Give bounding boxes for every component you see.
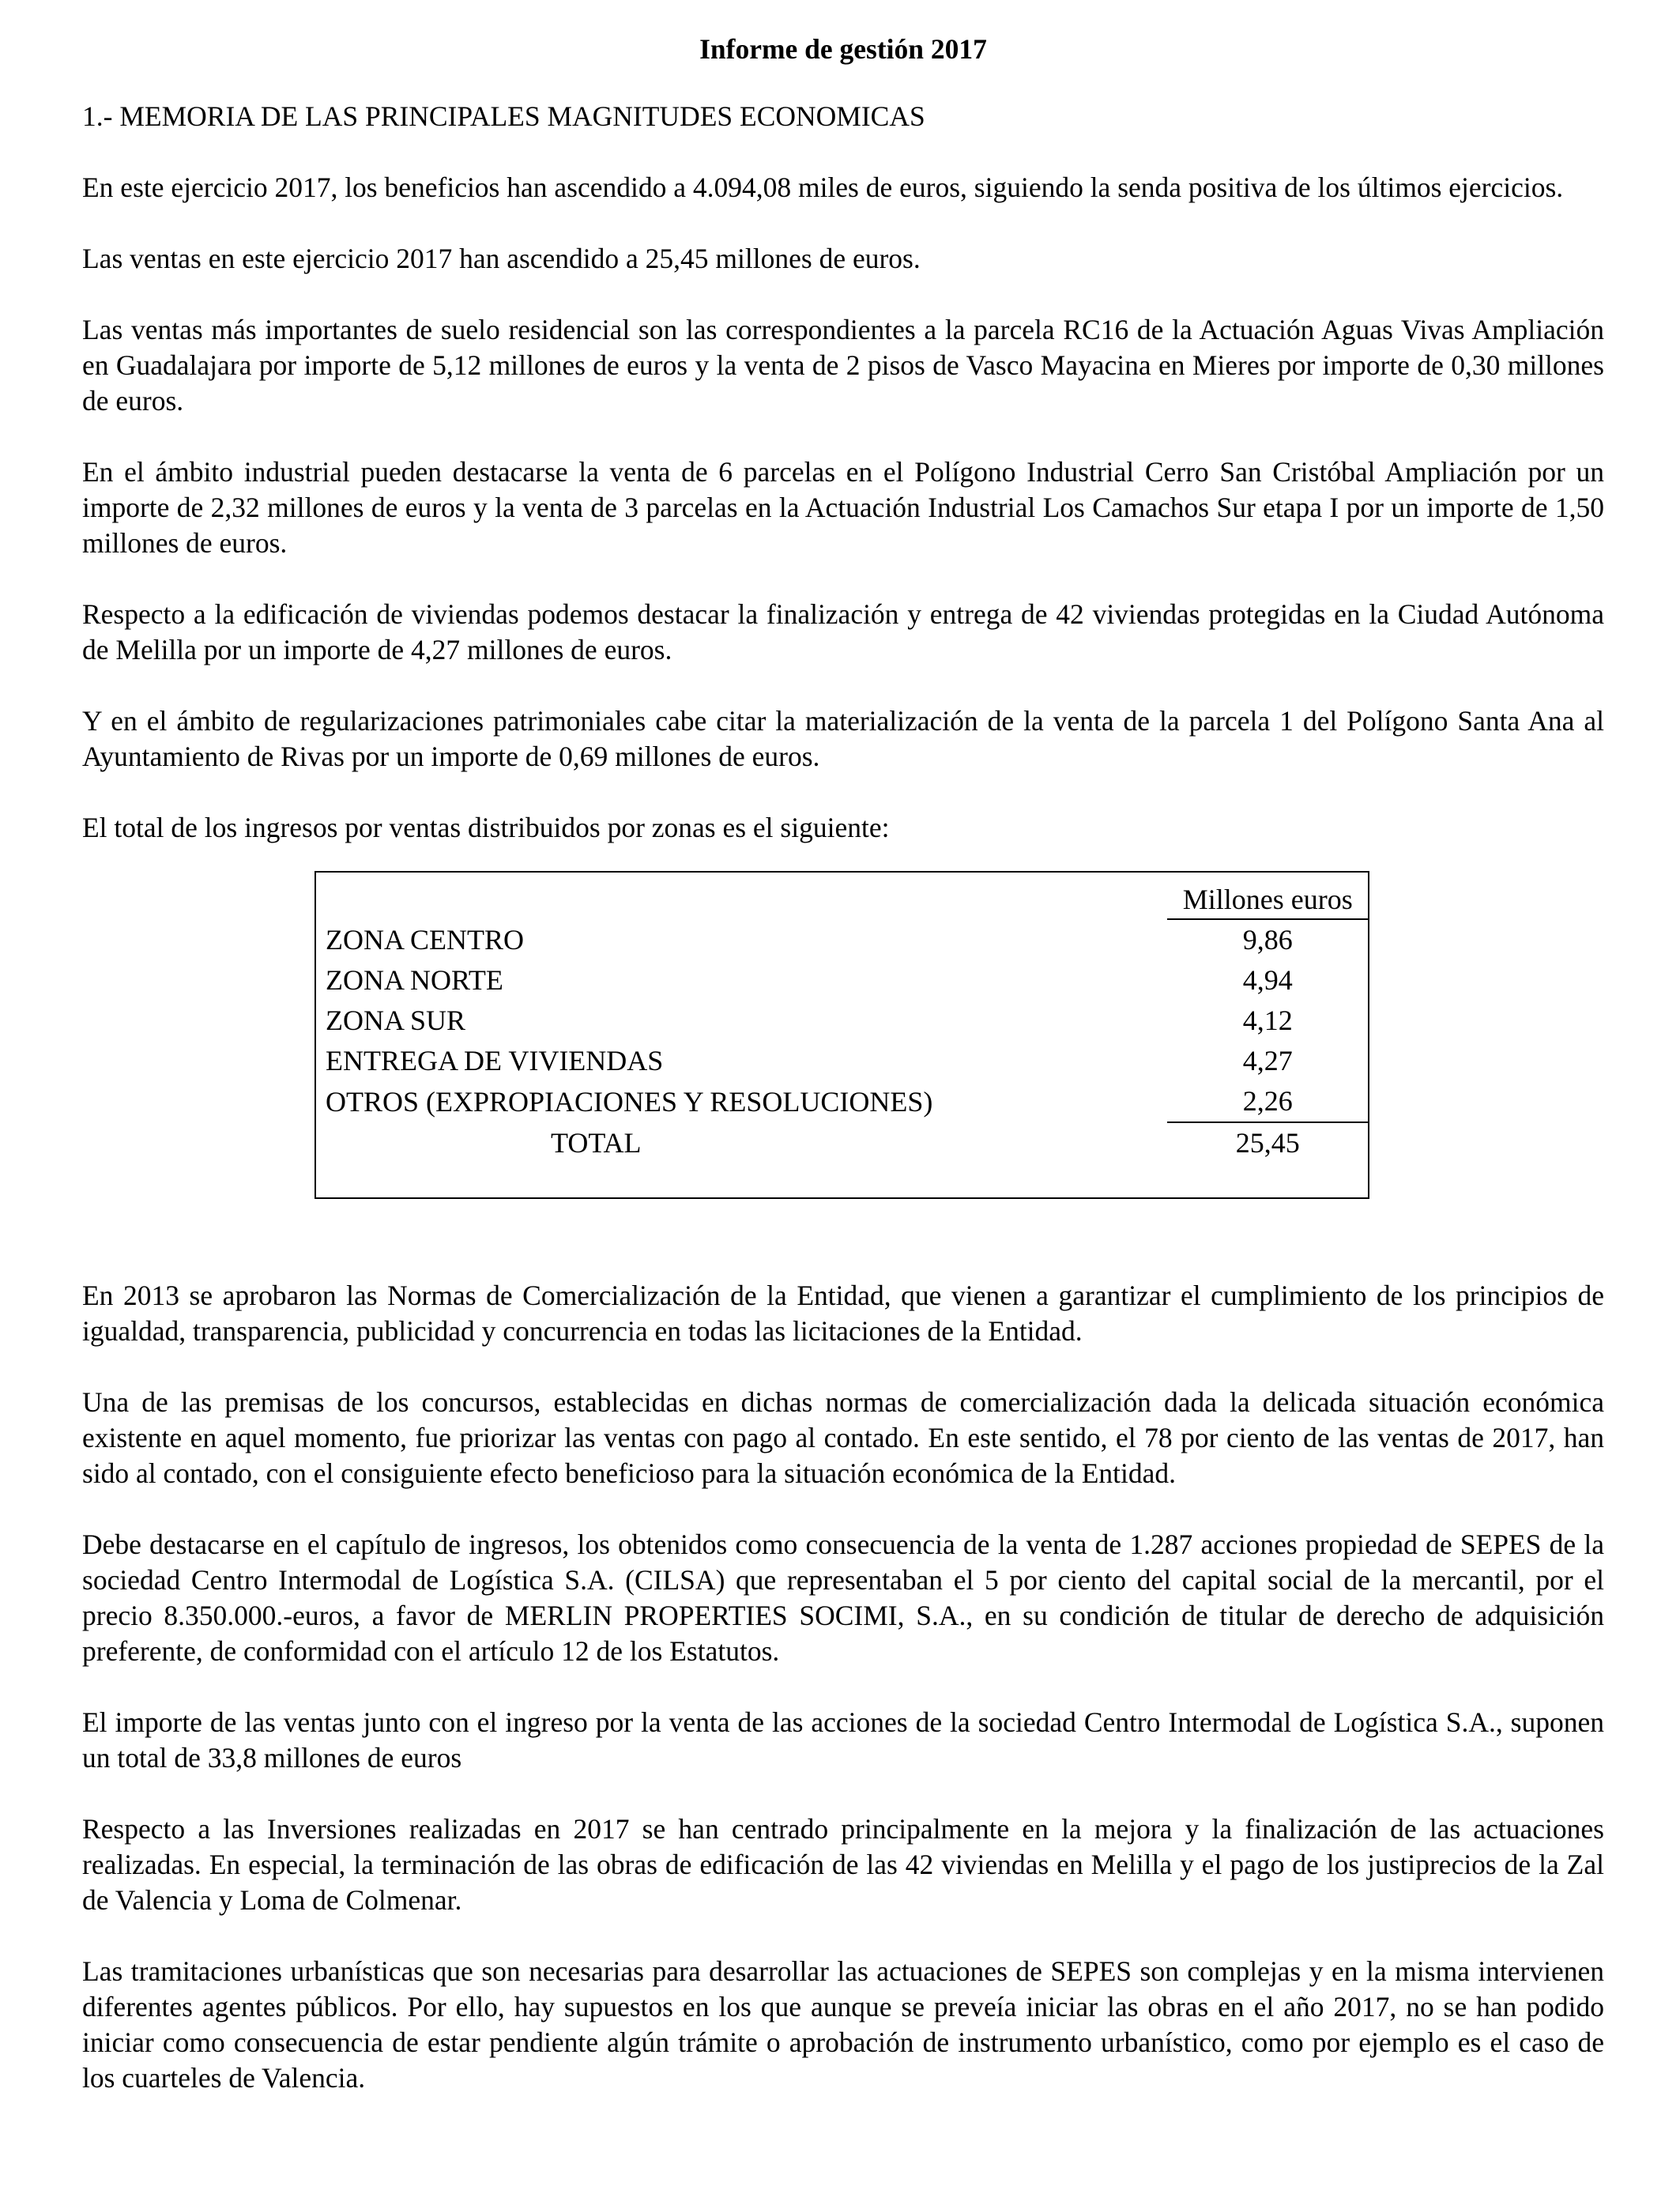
section-heading: 1.- MEMORIA DE LAS PRINCIPALES MAGNITUDES ECONOMICAS (82, 100, 925, 132)
document-title: Informe de gestión 2017 (699, 33, 987, 65)
table-row (326, 1041, 1368, 1081)
table-row (326, 960, 1368, 1001)
row-value: 4,12 (1242, 1005, 1293, 1036)
paragraph-table-intro: El total de los ingresos por ventas distribuidos por zonas es el siguiente: (82, 812, 890, 843)
paragraph-housing: Respecto a la edificación de viviendas podemos destacar la finalización y entrega de 42 viviendas protegidas en la Ciudad Autónoma de Melilla por un importe de 4,27 millones de euros. (82, 598, 1604, 665)
paragraph-profits: En este ejercicio 2017, los beneficios han ascendido a 4.094,08 miles de euros, siguiendo la senda positiva de los últimos ejercicios. (82, 172, 1564, 203)
table-total-row (326, 1122, 1368, 1163)
paragraph-residential-sales: Las ventas más importantes de suelo residencial son las correspondientes a la parcela RC16 de la Actuación Aguas Vivas Ampliación en Guadalajara por importe de 5,12 millones de euros y la venta de 2 pisos de Vasco Mayacina en Mieres por importe de 0,30 millones de euros. (82, 314, 1604, 417)
row-label: OTROS (EXPROPIACIONES Y RESOLUCIONES) (326, 1085, 933, 1118)
unit-header: Millones euros (1167, 880, 1368, 919)
row-label: ZONA CENTRO (326, 923, 524, 956)
total-value: 25,45 (1235, 1127, 1300, 1159)
paragraph-commercial-norms: En 2013 se aprobaron las Normas de Comercialización de la Entidad, que vienen a garantizar el cumplimiento de los principios de igualdad, transparencia, publicidad y concurrencia en todas las licitaciones de la Entidad. (82, 1280, 1604, 1347)
row-value: 4,27 (1242, 1045, 1293, 1076)
paragraph-cash-sales: Una de las premisas de los concursos, establecidas en dichas normas de comercialización dada la delicada situación económica existente en aquel momento, fue priorizar las ventas con pago al contado. En este sentido, el 78 por ciento de las ventas de 2017, han sido al contado, con el consiguiente efecto beneficioso para la situación económica de la Entidad. (82, 1386, 1604, 1489)
paragraph-cilsa-shares: Debe destacarse en el capítulo de ingresos, los obtenidos como consecuencia de la venta de 1.287 acciones propiedad de SEPES de la sociedad Centro Intermodal de Logística S.A. (CILSA) que representaban el 5 por ciento del capital social de la mercantil, por el precio 8.350.000.-euros, a favor de MERLIN PROPERTIES SOCIMI, S.A., en su condición de titular de derecho de adquisición preferente, de conformidad con el artículo 12 de los Estatutos. (82, 1529, 1604, 1667)
total-label: TOTAL (551, 1126, 642, 1159)
document-page (82, 32, 1604, 2096)
table-row (326, 1001, 1368, 1041)
table-row (326, 1081, 1368, 1122)
sales-by-zone-table (326, 880, 1368, 1163)
row-label: ENTREGA DE VIVIENDAS (326, 1045, 664, 1076)
paragraph-combined-total: El importe de las ventas junto con el ingreso por la venta de las acciones de la sociedad Centro Intermodal de Logística S.A., suponen un total de 33,8 millones de euros (82, 1706, 1604, 1774)
row-label: ZONA NORTE (326, 964, 503, 996)
table-header-row (326, 880, 1368, 919)
sales-by-zone-box (315, 871, 1369, 1199)
row-value: 4,94 (1242, 964, 1293, 996)
table-row (326, 919, 1368, 960)
paragraph-investments: Respecto a las Inversiones realizadas en 2017 se han centrado principalmente en la mejora y la finalización de las actuaciones realizadas. En especial, la terminación de las obras de edificación de las 42 viviendas en Melilla y el pago de los justiprecios de la Zal de Valencia y Loma de Colmenar. (82, 1813, 1604, 1916)
paragraph-urban-procedures: Las tramitaciones urbanísticas que son necesarias para desarrollar las actuaciones de SEPES son complejas y en la misma intervienen diferentes agentes públicos. Por ello, hay supuestos en los que aunque se preveía iniciar las obras en el año 2017, no se han podido iniciar como consecuencia de estar pendiente algún trámite o aprobación de instrumento urbanístico, como por ejemplo es el caso de los cuarteles de Valencia. (82, 1955, 1604, 2094)
paragraph-industrial-sales: En el ámbito industrial pueden destacarse la venta de 6 parcelas en el Polígono Industrial Cerro San Cristóbal Ampliación por un importe de 2,32 millones de euros y la venta de 3 parcelas en la Actuación Industrial Los Camachos Sur etapa I por un importe de 1,50 millones de euros. (82, 456, 1604, 559)
paragraph-sales-total: Las ventas en este ejercicio 2017 han ascendido a 25,45 millones de euros. (82, 243, 921, 274)
row-value: 2,26 (1167, 1081, 1368, 1122)
row-value: 9,86 (1242, 924, 1293, 956)
row-label: ZONA SUR (326, 1005, 466, 1036)
paragraph-regularizations: Y en el ámbito de regularizaciones patrimoniales cabe citar la materialización de la venta de la parcela 1 del Polígono Santa Ana al Ayuntamiento de Rivas por un importe de 0,69 millones de euros. (82, 705, 1604, 772)
